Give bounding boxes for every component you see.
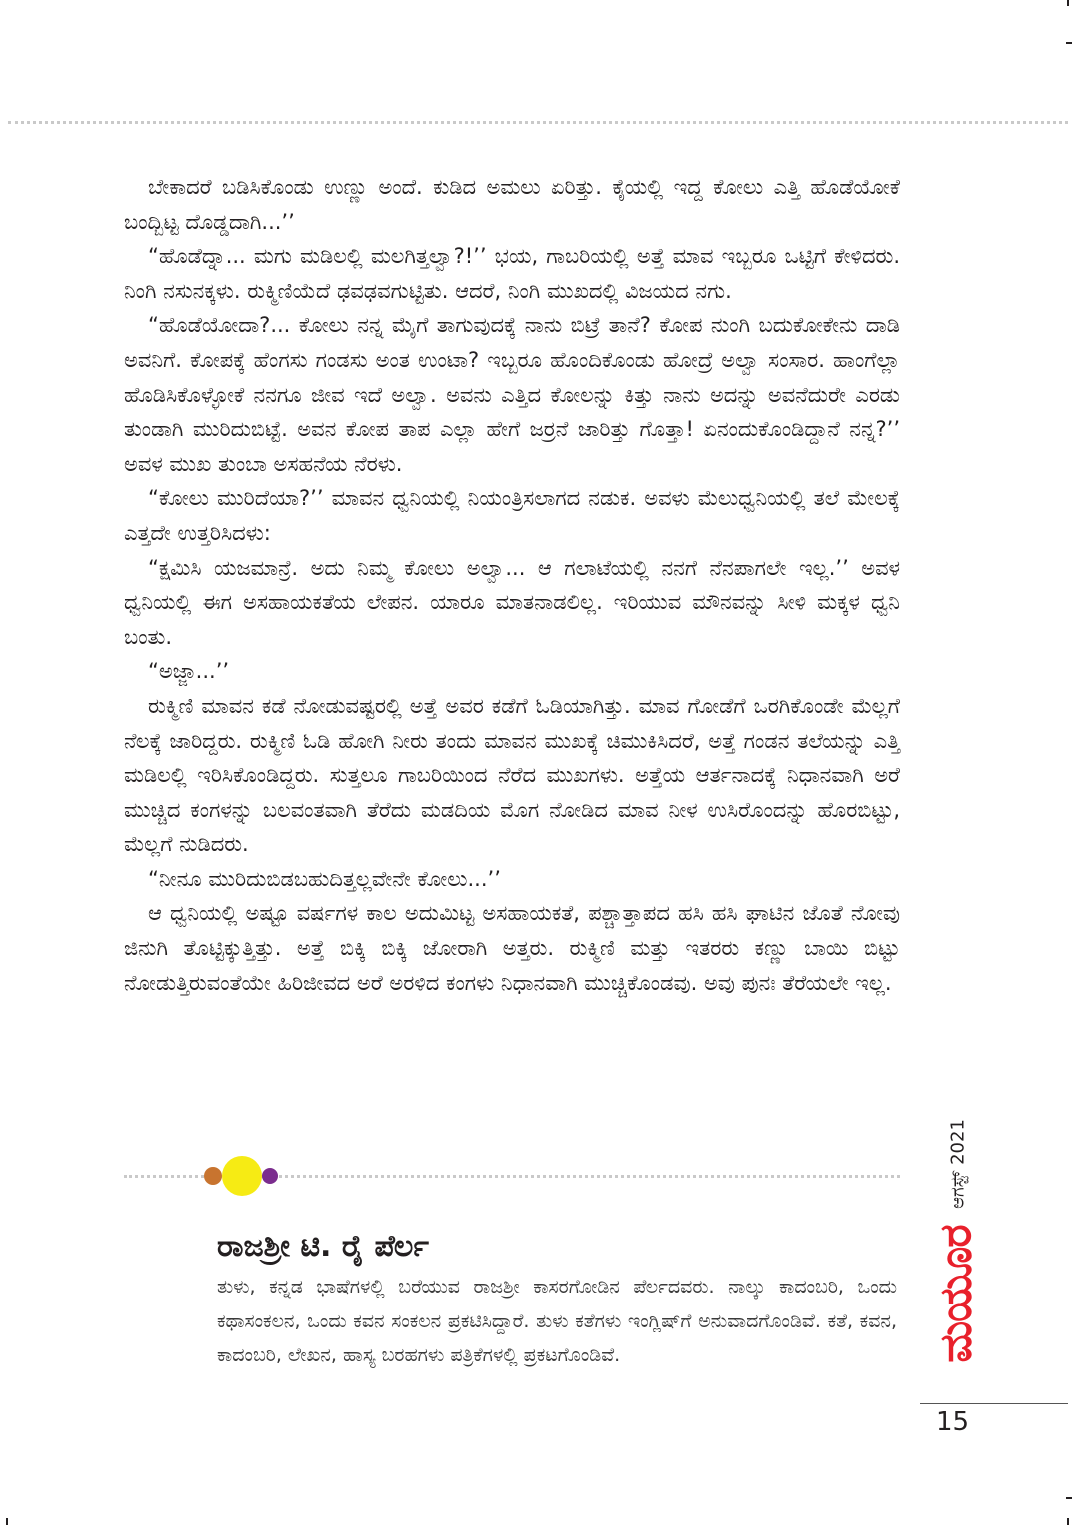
story-paragraph-1: ಬೇಕಾದರೆ ಬಡಿಸಿಕೊಂಡು ಉಣ್ಣು ಅಂದೆ. ಕುಡಿದ ಅಮಲು ಏರಿತ್ತು. ಕೈಯಲ್ಲಿ ಇದ್ದ ಕೋಲು ಎತ್ತಿ ಹೊಡೆಯೋಕೆ ಬಂದ್ಬಿಟ್ಟ ದೊಡ್ಡದಾಗಿ...’’ xyxy=(124,175,900,234)
issue-date: ಆಗಸ್ಟ್ 2021 xyxy=(947,1119,969,1209)
crop-mark-top-right xyxy=(1067,0,1069,6)
separator-dot-purple xyxy=(262,1168,278,1184)
separator-dot-yellow xyxy=(222,1156,262,1196)
author-bio xyxy=(217,1270,897,1372)
top-dotted-rule xyxy=(8,121,1068,124)
story-paragraph-5: “ಕ್ಷಮಿಸಿ ಯಜಮಾನ್ರೆ. ಅದು ನಿಮ್ಮ ಕೋಲು ಅಲ್ವಾ... ಆ ಗಲಾಟೆಯಲ್ಲಿ ನನಗೆ ನೆನಪಾಗಲೇ ಇಲ್ಲ.’’ ಅವಳ ಧ್ವನಿಯಲ್ಲಿ ಈಗ ಅಸಹಾಯಕತೆಯ ಲೇಪನ. ಯಾರೂ ಮಾತನಾಡಲಿಲ್ಲ. ಇರಿಯುವ ಮೌನವನ್ನು ಸೀಳಿ ಮಕ್ಕಳ ಧ್ವನಿ ಬಂತು. xyxy=(124,555,900,649)
page-number-rule xyxy=(920,1403,1068,1404)
author-name: ರಾಜಶ್ರೀ ಟಿ. ರೈ ಪೆರ್ಲ xyxy=(217,1229,429,1264)
separator-dot-orange xyxy=(204,1167,222,1185)
crop-mark-bottom-left xyxy=(6,1518,8,1525)
story-paragraph-4: “ಕೋಲು ಮುರಿದೆಯಾ?’’ ಮಾವನ ಧ್ವನಿಯಲ್ಲಿ ನಿಯಂತ್ರಿಸಲಾಗದ ನಡುಕ. ಅವಳು ಮೆಲುಧ್ವನಿಯಲ್ಲಿ ತಲೆ ಮೇಲಕ್ಕೆ ಎತ್ತದೇ ಉತ್ತರಿಸಿದಳು: xyxy=(124,486,900,545)
crop-mark-bottom-right xyxy=(1067,1518,1069,1525)
story-paragraph-9: ಆ ಧ್ವನಿಯಲ್ಲಿ ಅಷ್ಟೂ ವರ್ಷಗಳ ಕಾಲ ಅದುಮಿಟ್ಟ ಅಸಹಾಯಕತೆ, ಪಶ್ಚಾತ್ತಾಪದ ಹಸಿ ಹಸಿ ಘಾಟಿನ ಜೊತೆ ನೋವು ಜಿನುಗಿ ತೊಟ್ಟಿಕ್ಕುತ್ತಿತ್ತು. ಅತ್ತೆ ಬಿಕ್ಕಿ ಬಿಕ್ಕಿ ಜೋರಾಗಿ ಅತ್ತರು. ರುಕ್ಮಿಣಿ ಮತ್ತು ಇತರರು ಕಣ್ಣು ಬಾಯಿ ಬಿಟ್ಟು ನೋಡುತ್ತಿರುವಂತೆಯೇ ಹಿರಿಜೀವದ ಅರೆ ಅರಳಿದ ಕಂಗಳು ನಿಧಾನವಾಗಿ ಮುಚ್ಚಿಕೊಂಡವು. ಅವು ಪುನಃ ತೆರೆಯಲೇ ಇಲ್ಲ. xyxy=(124,901,900,995)
story-paragraph-7: ರುಕ್ಮಿಣಿ ಮಾವನ ಕಡೆ ನೋಡುವಷ್ಟರಲ್ಲಿ ಅತ್ತೆ ಅವರ ಕಡೆಗೆ ಓಡಿಯಾಗಿತ್ತು. ಮಾವ ಗೋಡೆಗೆ ಒರಗಿಕೊಂಡೇ ಮೆಲ್ಲಗೆ ನೆಲಕ್ಕೆ ಜಾರಿದ್ದರು. ರುಕ್ಮಿಣಿ ಓಡಿ ಹೋಗಿ ನೀರು ತಂದು ಮಾವನ ಮುಖಕ್ಕೆ ಚಿಮುಕಿಸಿದರೆ, ಅತ್ತೆ ಗಂಡನ ತಲೆಯನ್ನು ಎತ್ತಿ ಮಡಿಲಲ್ಲಿ ಇರಿಸಿಕೊಂಡಿದ್ದರು. ಸುತ್ತಲೂ ಗಾಬರಿಯಿಂದ ನೆರೆದ ಮುಖಗಳು. ಅತ್ತೆಯ ಆರ್ತನಾದಕ್ಕೆ ನಿಧಾನವಾಗಿ ಅರೆ ಮುಚ್ಚಿದ ಕಂಗಳನ್ನು ಬಲವಂತವಾಗಿ ತೆರೆದು ಮಡದಿಯ ಮೊಗ ನೋಡಿದ ಮಾವ ನೀಳ ಉಸಿರೊಂದನ್ನು ಹೊರಬಿಟ್ಟು, ಮೆಲ್ಲಗೆ ನುಡಿದರು. xyxy=(124,693,900,857)
story-paragraph-2: “ಹೊಡೆದ್ನಾ... ಮಗು ಮಡಿಲಲ್ಲಿ ಮಲಗಿತ್ತಲ್ವಾ?!’’ ಭಯ, ಗಾಬರಿಯಲ್ಲಿ ಅತ್ತೆ ಮಾವ ಇಬ್ಬರೂ ಒಟ್ಟಿಗೆ ಕೇಳಿದರು. ನಿಂಗಿ ನಸುನಕ್ಕಳು. ರುಕ್ಮಿಣಿಯೆದೆ ಢವಢವಗುಟ್ಟಿತು. ಆದರೆ, ನಿಂಗಿ ಮುಖದಲ್ಲಿ ವಿಜಯದ ನಗು. xyxy=(124,244,900,303)
crop-mark-top-right-side xyxy=(1066,42,1072,44)
story-body xyxy=(124,170,900,1000)
story-paragraph-6: “ಅಜ್ಜಾ...’’ xyxy=(148,659,230,684)
page-number: 15 xyxy=(936,1407,970,1437)
magazine-logo: ಮಯೂರ xyxy=(930,1225,982,1363)
crop-mark-bottom-right-side xyxy=(1066,1497,1072,1499)
story-paragraph-3: “ಹೊಡೆಯೋದಾ?... ಕೋಲು ನನ್ನ ಮೈಗೆ ತಾಗುವುದಕ್ಕೆ ನಾನು ಬಿಟ್ರೆ ತಾನೆ? ಕೋಪ ನುಂಗಿ ಬದುಕೋಕೇನು ದಾಡಿ ಅವನಿಗೆ. ಕೋಪಕ್ಕೆ ಹೆಂಗಸು ಗಂಡಸು ಅಂತ ಉಂಟಾ? ಇಬ್ಬರೂ ಹೊಂದಿಕೊಂಡು ಹೋದ್ರೆ ಅಲ್ವಾ ಸಂಸಾರ. ಹಾಂಗೆಲ್ಲಾ ಹೊಡಿಸಿಕೊಳ್ಳೋಕೆ ನನಗೂ ಜೀವ ಇದೆ ಅಲ್ವಾ. ಅವನು ಎತ್ತಿದ ಕೋಲನ್ನು ಕಿತ್ತು ನಾನು ಅದನ್ನು ಅವನೆದುರೇ ಎರಡು ತುಂಡಾಗಿ ಮುರಿದುಬಿಟ್ಟೆ. ಅವನ ಕೋಪ ತಾಪ ಎಲ್ಲಾ ಹೇಗೆ ಜರ್ರನೆ ಜಾರಿತ್ತು ಗೊತ್ತಾ! ಏನಂದುಕೊಂಡಿದ್ದಾನೆ ನನ್ನ?’’ ಅವಳ ಮುಖ ತುಂಬಾ ಅಸಹನೆಯ ನೆರಳು. xyxy=(124,313,900,476)
story-paragraph-8: “ನೀನೂ ಮುರಿದುಬಿಡಬಹುದಿತ್ತಲ್ಲವೇನೇ ಕೋಲು...’’ xyxy=(148,866,501,891)
author-bio-text: ತುಳು, ಕನ್ನಡ ಭಾಷೆಗಳಲ್ಲಿ ಬರೆಯುವ ರಾಜಶ್ರೀ ಕಾಸರಗೋಡಿನ ಪೆರ್ಲದವರು. ನಾಲ್ಕು ಕಾದಂಬರಿ, ಒಂದು ಕಥಾಸಂಕಲನ, ಒಂದು ಕವನ ಸಂಕಲನ ಪ್ರಕಟಿಸಿದ್ದಾರೆ. ತುಳು ಕತೆಗಳು ಇಂಗ್ಲಿಷ್‌ಗೆ ಅನುವಾದಗೊಂಡಿವೆ. ಕತೆ, ಕವನ, ಕಾದಂಬರಿ, ಲೇಖನ, ಹಾಸ್ಯ ಬರಹಗಳು ಪತ್ರಿಕೆಗಳಲ್ಲಿ ಪ್ರಕಟಗೊಂಡಿವೆ. xyxy=(217,1276,897,1366)
